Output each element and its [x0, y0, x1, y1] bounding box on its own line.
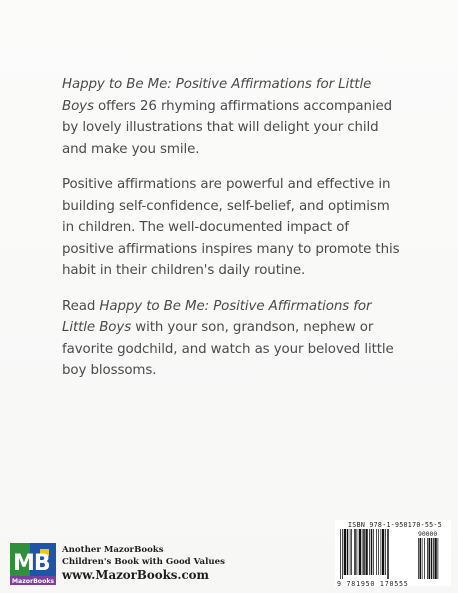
- description-paragraph-1: [62, 74, 402, 160]
- price-code: 90000: [418, 530, 438, 538]
- barcode-addon-bar: [424, 538, 425, 579]
- barcode-addon-bar: [431, 538, 433, 579]
- barcode-bar: [382, 529, 384, 575]
- description-text: Read: [62, 298, 100, 314]
- barcode-bar: [373, 529, 374, 575]
- book-title-emphasis: Happy to Be Me: Positive Affirmations for Little Boys: [62, 298, 372, 335]
- tagline-line-1: Another MazorBooks: [62, 545, 164, 555]
- book-description: [62, 74, 402, 396]
- barcode-bar: [371, 529, 373, 575]
- barcode-addon-bar: [420, 538, 422, 579]
- description-paragraph-2: Positive affirmations are powerful and effective in building self-confidence, self-belief, and optimism in children. The well-documented impact of positive affirmations inspires many to promote this habit in their children's daily routine.: [62, 177, 400, 278]
- isbn-barcode: [338, 529, 450, 579]
- description-text: offers 26 rhyming affirmations accompanied by lovely illustrations that will delight your child and make you smile.: [62, 98, 393, 157]
- logo-name: MazorBooks: [11, 578, 55, 585]
- barcode-addon-bar: [422, 538, 423, 579]
- book-title-emphasis: Happy to Be Me: Positive Affirmations for Little Boys: [62, 77, 372, 114]
- barcode-bar: [351, 529, 352, 575]
- barcode-addon-bar: [435, 538, 437, 579]
- barcode-bar: [385, 529, 386, 575]
- tagline-line-2: Children's Book with Good Values: [62, 557, 225, 567]
- description-paragraph-3: [62, 296, 402, 382]
- barcode-bar: [342, 529, 343, 579]
- barcode-bar: [350, 529, 351, 575]
- barcode-bar: [347, 529, 349, 575]
- barcode-addon-bar: [438, 538, 439, 579]
- barcode-bar: [344, 529, 346, 575]
- barcode-addon-bar: [433, 538, 434, 579]
- logo-letter-m: MB: [13, 551, 50, 576]
- isbn-label: ISBN 978-1-950170-55-5: [348, 521, 442, 529]
- barcode-digits: 9 781950 170555: [337, 580, 409, 588]
- publisher-tagline: [62, 545, 225, 583]
- barcode-bar: [378, 529, 379, 575]
- barcode-bar: [381, 529, 382, 575]
- barcode-bar: [354, 529, 356, 575]
- barcode-bar: [387, 529, 389, 579]
- description-text: with your son, grandson, nephew or favorite godchild, and watch as your beloved little boy blossoms.: [62, 320, 394, 378]
- barcode-addon-bar: [418, 538, 419, 579]
- barcode-bar: [376, 529, 377, 575]
- barcode-bar: [369, 529, 370, 575]
- barcode-bar: [366, 529, 368, 575]
- barcode-addon-bar: [427, 538, 428, 579]
- barcode-bar: [359, 529, 361, 575]
- barcode-bar: [363, 529, 365, 575]
- barcode-bar: [362, 529, 363, 575]
- barcode-bar: [357, 529, 358, 575]
- publisher-website: www.MazorBooks.com: [62, 568, 210, 582]
- mazorbooks-logo: [10, 543, 56, 585]
- barcode-addon-bar: [429, 538, 431, 579]
- barcode-bar: [340, 529, 341, 579]
